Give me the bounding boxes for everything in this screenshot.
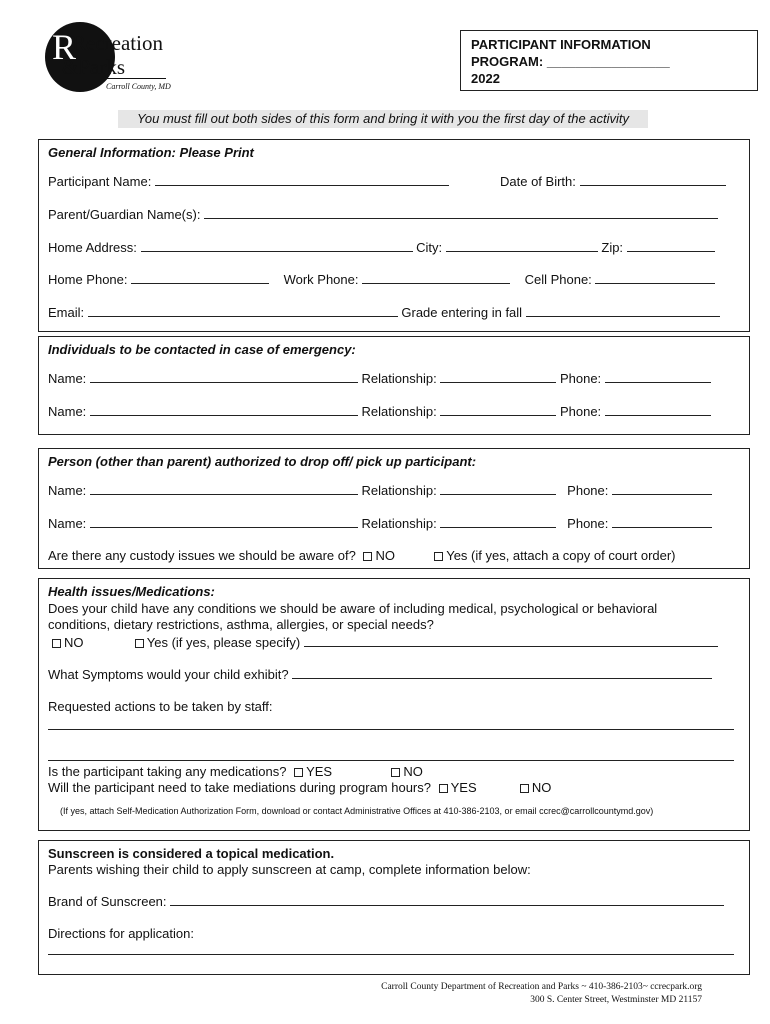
emergency-title: Individuals to be contacted in case of emergency: (48, 342, 356, 357)
email-label: Email: (48, 305, 85, 320)
pickup-contact-row (48, 482, 712, 498)
dob-label: Date of Birth: (500, 174, 576, 189)
zip-field[interactable] (627, 239, 715, 252)
custody-row (48, 548, 676, 563)
general-title: General Information: Please Print (48, 145, 254, 160)
header-line3: 2022 (471, 71, 500, 86)
zip-label: Zip: (601, 240, 624, 255)
medication-hours-yes-checkbox[interactable] (439, 784, 448, 793)
medication-hours-row (48, 780, 551, 795)
actions-field-line2[interactable] (48, 760, 734, 761)
health-answer-row (52, 634, 718, 650)
home-phone-field[interactable] (131, 271, 269, 284)
participant-name-label: Participant Name: (48, 174, 152, 189)
phone-label: Phone: (559, 404, 602, 419)
actions-label: Requested actions to be taken by staff: (48, 699, 273, 714)
work-phone-field[interactable] (362, 271, 510, 284)
medication-hours-no-checkbox[interactable] (520, 784, 529, 793)
relationship-label: Relationship: (361, 516, 437, 531)
guardian-row (48, 206, 718, 222)
address-label: Home Address: (48, 240, 137, 255)
relationship-label: Relationship: (361, 404, 437, 419)
pickup-phone-field[interactable] (612, 515, 712, 528)
medication-no-label: NO (403, 764, 423, 779)
medication-hours-no-label: NO (531, 780, 552, 795)
address-field[interactable] (141, 239, 413, 252)
medication-no-checkbox[interactable] (391, 768, 400, 777)
grade-label: Grade entering in fall (401, 305, 523, 320)
actions-field-line1[interactable] (48, 729, 734, 730)
health-yes-label: Yes (if yes, please specify) (146, 635, 301, 650)
brand-label: Brand of Sunscreen: (48, 894, 167, 909)
custody-no-label: NO (375, 548, 395, 563)
medication-row (48, 764, 423, 779)
medication-yes-checkbox[interactable] (294, 768, 303, 777)
pickup-name-field[interactable] (90, 515, 358, 528)
city-label: City: (416, 240, 443, 255)
custody-yes-checkbox[interactable] (434, 552, 443, 561)
health-question-line2: conditions, dietary restrictions, asthma, allergies, or special needs? (48, 617, 434, 632)
header-line2: PROGRAM: _________________ (471, 54, 670, 69)
name-label: Name: (48, 404, 87, 419)
phone-label: Phone: (567, 516, 609, 531)
name-label: Name: (48, 483, 87, 498)
relationship-label: Relationship: (361, 483, 437, 498)
symptoms-label: What Symptoms would your child exhibit? (48, 667, 289, 682)
grade-field[interactable] (526, 304, 720, 317)
cell-phone-label: Cell Phone: (524, 272, 592, 287)
participant-name-row (48, 173, 449, 189)
medication-hours-question: Will the participant need to take mediations during program hours? (48, 780, 431, 795)
medication-note: (If yes, attach Self-Medication Authorization Form, download or contact Administrative Offices at 410-386-2103, or email ccrec@carrollcountymd.gov) (60, 806, 654, 816)
emergency-name-field[interactable] (90, 370, 358, 383)
health-specify-field[interactable] (304, 634, 718, 647)
footer-line1: Carroll County Department of Recreation and Parks ~ 410-386-2103~ ccrecpark.org (381, 982, 702, 992)
footer-line2: 300 S. Center Street, Westminster MD 21157 (530, 995, 702, 1005)
brand-row (48, 893, 724, 909)
pickup-name-field[interactable] (90, 482, 358, 495)
pickup-contact-row (48, 515, 712, 531)
medication-question: Is the participant taking any medications? (48, 764, 287, 779)
dob-field[interactable] (580, 173, 726, 186)
sunscreen-title: Sunscreen is considered a topical medication. (48, 846, 335, 861)
participant-name-field[interactable] (155, 173, 449, 186)
emergency-name-field[interactable] (90, 403, 358, 416)
emergency-relationship-field[interactable] (440, 403, 556, 416)
symptoms-field[interactable] (292, 666, 712, 679)
program-header-box (460, 30, 758, 91)
cell-phone-field[interactable] (595, 271, 715, 284)
logo-sub: Carroll County, MD (106, 82, 171, 91)
pickup-phone-field[interactable] (612, 482, 712, 495)
guardian-field[interactable] (204, 206, 718, 219)
health-question-line1: Does your child have any conditions we should be aware of including medical, psychological or behavioral (48, 601, 658, 616)
address-row (48, 239, 715, 255)
email-field[interactable] (88, 304, 398, 317)
work-phone-label: Work Phone: (283, 272, 359, 287)
logo (48, 22, 178, 97)
pickup-relationship-field[interactable] (440, 515, 556, 528)
health-yes-checkbox[interactable] (135, 639, 144, 648)
name-label: Name: (48, 516, 87, 531)
phone-row (48, 271, 715, 287)
sunscreen-sub: Parents wishing their child to apply sunscreen at camp, complete information below: (48, 862, 531, 877)
relationship-label: Relationship: (361, 371, 437, 386)
pickup-title: Person (other than parent) authorized to drop off/ pick up participant: (48, 454, 477, 469)
notice-banner: You must fill out both sides of this form and bring it with you the first day of the activity (118, 110, 648, 128)
directions-field[interactable] (48, 954, 734, 955)
email-row (48, 304, 720, 320)
emergency-phone-field[interactable] (605, 370, 711, 383)
medication-hours-yes-label: YES (450, 780, 477, 795)
health-no-label: NO (64, 635, 84, 650)
emergency-contact-row (48, 370, 711, 386)
emergency-phone-field[interactable] (605, 403, 711, 416)
brand-field[interactable] (170, 893, 724, 906)
dob-row (500, 173, 726, 189)
medication-yes-label: YES (306, 764, 333, 779)
phone-label: Phone: (559, 371, 602, 386)
home-phone-label: Home Phone: (48, 272, 128, 287)
custody-no-checkbox[interactable] (363, 552, 372, 561)
symptoms-row (48, 666, 712, 682)
directions-label: Directions for application: (48, 926, 194, 941)
health-no-checkbox[interactable] (52, 639, 61, 648)
logo-line1: Recreation (72, 31, 163, 55)
emergency-relationship-field[interactable] (440, 370, 556, 383)
logo-line2: &Parks (62, 55, 125, 79)
header-line1: PARTICIPANT INFORMATION (471, 37, 651, 52)
logo-r-letter: R (52, 27, 77, 67)
custody-question: Are there any custody issues we should be aware of? (48, 548, 356, 563)
health-title: Health issues/Medications: (48, 584, 215, 599)
pickup-relationship-field[interactable] (440, 482, 556, 495)
guardian-label: Parent/Guardian Name(s): (48, 207, 201, 222)
phone-label: Phone: (567, 483, 609, 498)
custody-yes-label: Yes (if yes, attach a copy of court order) (446, 548, 676, 563)
name-label: Name: (48, 371, 87, 386)
city-field[interactable] (446, 239, 598, 252)
emergency-contact-row (48, 403, 711, 419)
